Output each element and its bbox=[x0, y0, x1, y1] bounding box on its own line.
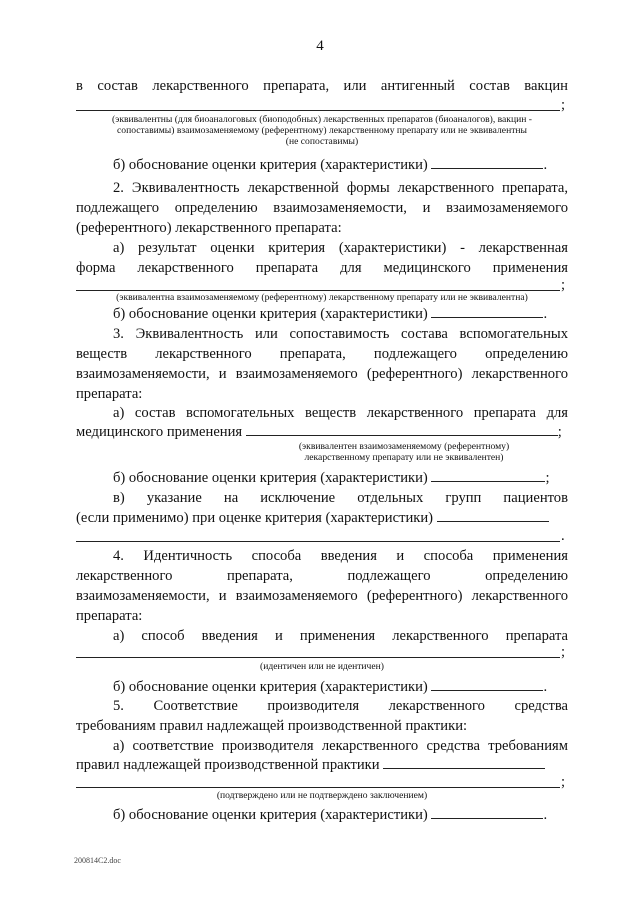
text-line: препарата: bbox=[76, 386, 143, 402]
punctuation: ; bbox=[561, 644, 566, 660]
punctuation: ; bbox=[561, 277, 566, 293]
blank-line bbox=[246, 423, 558, 436]
punctuation: ; bbox=[561, 97, 566, 113]
text-line: а) состав вспомогательных веществ лекарственного препарата для bbox=[113, 405, 568, 421]
field-note: (не сопоставимы) bbox=[285, 136, 359, 147]
blank-line bbox=[431, 156, 543, 169]
text-line: веществ лекарственного препарата, подлежащего определению bbox=[76, 346, 568, 362]
blank-line bbox=[383, 756, 545, 769]
blank-line bbox=[76, 787, 560, 788]
blank-line bbox=[431, 806, 543, 819]
item-label: правил надлежащей производственной практики bbox=[76, 757, 380, 773]
field-note: (идентичен или не идентичен) bbox=[260, 661, 384, 672]
text-line: б) обоснование оценки критерия (характеристики) . bbox=[113, 679, 548, 695]
text-line: в) указание на исключение отдельных групп пациентов bbox=[113, 490, 568, 506]
item-label: медицинского применения bbox=[76, 424, 243, 440]
text-line: лекарственного препарата, подлежащего определению bbox=[76, 568, 568, 584]
text-line: б) обоснование оценки критерия (характеристики) . bbox=[113, 306, 548, 322]
text-line: медицинского применения ; bbox=[76, 424, 562, 440]
field-note: (эквивалентны (для биоаналоговых (биоподобных) лекарственных препаратов (биоаналогов), вакцин - bbox=[112, 114, 532, 125]
file-name: 200814C2.doc bbox=[74, 856, 121, 865]
section-heading: 3. Эквивалентность или сопоставимость состава вспомогательных bbox=[113, 326, 568, 342]
section-heading: 4. Идентичность способа введения и способа применения bbox=[113, 548, 568, 564]
text-line: б) обоснование оценки критерия (характеристики) . bbox=[113, 157, 548, 173]
text-line: а) соответствие производителя лекарственного средства требованиям bbox=[113, 738, 568, 754]
blank-line bbox=[76, 290, 560, 291]
blank-line bbox=[431, 469, 545, 482]
text-line: требованиям правил надлежащей производственной практики: bbox=[76, 718, 468, 734]
text-line bbox=[76, 509, 568, 527]
text-line: в состав лекарственного препарата, или антигенный состав вакцин bbox=[76, 78, 568, 94]
field-note: (эквивалентна взаимозаменяемому (референтному) лекарственному препарату или не эквивалентна) bbox=[116, 292, 528, 303]
text-line: подлежащего определению взаимозаменяемости, и взаимозаменяемого bbox=[76, 200, 568, 216]
text-line: препарата: bbox=[76, 608, 143, 624]
punctuation: ; bbox=[561, 774, 566, 790]
text-line: форма лекарственного препарата для медицинского применения bbox=[76, 260, 568, 276]
punctuation: . bbox=[561, 528, 565, 544]
text-line: б) обоснование оценки критерия (характеристики) ; bbox=[113, 470, 550, 486]
text-line: б) обоснование оценки критерия (характеристики) . bbox=[113, 807, 548, 823]
text-line bbox=[76, 756, 568, 774]
item-label: б) обоснование оценки критерия (характеристики) bbox=[113, 306, 428, 322]
blank-line bbox=[437, 509, 549, 522]
text-line: а) способ введения и применения лекарственного препарата bbox=[113, 628, 568, 644]
text-line: взаимозаменяемости, и взаимозаменяемого (референтного) лекарственного bbox=[76, 588, 568, 604]
blank-line bbox=[76, 541, 560, 542]
field-note: лекарственному препарату или не эквивалентен) bbox=[304, 452, 504, 463]
field-note: (эквивалентен взаимозаменяемому (референтному) bbox=[298, 441, 510, 452]
section-heading: 2. Эквивалентность лекарственной формы лекарственного препарата, bbox=[113, 180, 568, 196]
item-label: б) обоснование оценки критерия (характеристики) bbox=[113, 157, 428, 173]
text-line: а) результат оценки критерия (характеристики) - лекарственная bbox=[113, 240, 568, 256]
field-note: (подтверждено или не подтверждено заключением) bbox=[216, 790, 428, 801]
text-line: взаимозаменяемости, и взаимозаменяемого (референтного) лекарственного bbox=[76, 366, 568, 382]
item-label: (если применимо) при оценке критерия (характеристики) bbox=[76, 510, 434, 526]
item-label: б) обоснование оценки критерия (характеристики) bbox=[113, 470, 428, 486]
blank-line bbox=[76, 110, 560, 111]
blank-line bbox=[431, 678, 543, 691]
field-note: сопоставимы) взаимозаменяемому (референтному) лекарственному препарату или не эквивалентны bbox=[117, 125, 527, 136]
page-number: 4 bbox=[316, 38, 324, 54]
blank-line bbox=[431, 305, 543, 318]
item-label: б) обоснование оценки критерия (характеристики) bbox=[113, 679, 428, 695]
text-line: (референтного) лекарственного препарата: bbox=[76, 220, 342, 236]
blank-line bbox=[76, 657, 560, 658]
section-heading: 5. Соответствие производителя лекарственного средства bbox=[113, 698, 568, 714]
item-label: б) обоснование оценки критерия (характеристики) bbox=[113, 807, 428, 823]
